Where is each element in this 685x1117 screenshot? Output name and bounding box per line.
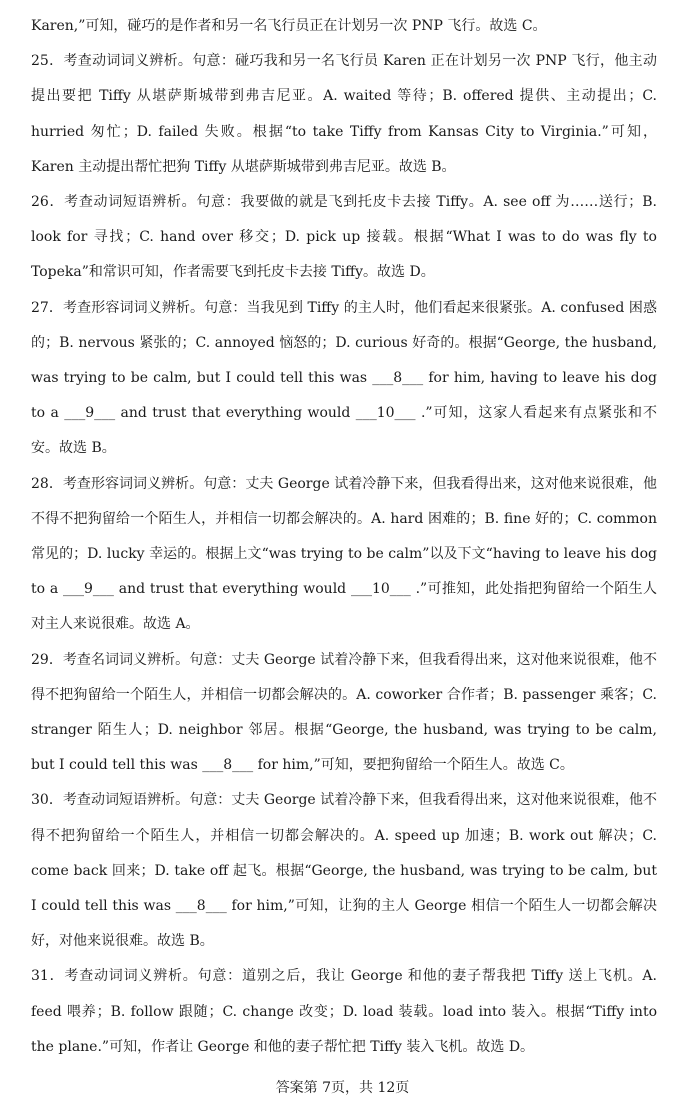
answer-page-content xyxy=(31,9,657,1065)
paragraph-q30: 30．考查动词短语辨析。句意：丈夫 George 试着冷静下来，但我看得出来，这对他来说很难，他不得不把狗留给一个陌生人，并相信一切都会解决的。A. speed up 加速；B. work out 解决；C. come back 回来；D. take off 起飞。根据“George, the husband, was trying to be calm, but I could tell this was ___8___ for him,”可知，让狗的主人 George 相信一个陌生人一切都会解决好，对他来说很难。故选 B。 xyxy=(31,792,657,950)
paragraph-q25: 25．考查动词词义辨析。句意：碰巧我和另一名飞行员 Karen 正在计划另一次 PNP 飞行，他主动提出要把 Tiffy 从堪萨斯城带到弗吉尼亚。A. waited 等待；B. offered 提供、主动提出；C. hurried 匆忙；D. failed 失败。根据“to take Tiffy from Kansas City to Virginia.”可知，Karen 主动提出帮忙把狗 Tiffy 从堪萨斯城带到弗吉尼亚。故选 B。 xyxy=(31,53,657,175)
page-footer: 答案第 7页，共 12页 xyxy=(275,1080,410,1096)
paragraph-q24-tail: Karen,”可知，碰巧的是作者和另一名飞行员正在计划另一次 PNP 飞行。故选 C。 xyxy=(31,18,547,34)
paragraph-q26: 26．考查动词短语辨析。句意：我要做的就是飞到托皮卡去接 Tiffy。A. see off 为……送行；B. look for 寻找；C. hand over 移交；D. pick up 接载。根据“What I was to do was fly to Topeka”和常识可知，作者需要飞到托皮卡去接 Tiffy。故选 D。 xyxy=(31,194,657,281)
paragraph-q29: 29．考查名词词义辨析。句意：丈夫 George 试着冷静下来，但我看得出来，这对他来说很难，他不得不把狗留给一个陌生人，并相信一切都会解决的。A. coworker 合作者；B. passenger 乘客；C. stranger 陌生人；D. neighbor 邻居。根据“George, the husband, was trying to be calm, but I could tell this was ___8___ for him,”可知，要把狗留给一个陌生人。故选 C。 xyxy=(31,651,657,774)
paragraph-q31: 31．考查动词词义辨析。句意：道别之后，我让 George 和他的妻子帮我把 Tiffy 送上飞机。A. feed 喂养；B. follow 跟随；C. change 改变；D. load 装载。load into 装入。根据“Tiffy into the plane.”可知，作者让 George 和他的妻子帮忙把 Tiffy 装入飞机。故选 D。 xyxy=(31,968,657,1055)
paragraph-q28: 28．考查形容词词义辨析。句意：丈夫 George 试着冷静下来，但我看得出来，这对他来说很难，他不得不把狗留给一个陌生人，并相信一切都会解决的。A. hard 困难的；B. fine 好的；C. common 常见的；D. lucky 幸运的。根据上文“was trying to be calm”以及下文“having to leave his dog to a ___9___ and trust that everything would ___10___ .”可推知，此处指把狗留给一个陌生人对主人来说很难。故选 A。 xyxy=(31,475,657,633)
paragraph-q27: 27．考查形容词词义辨析。句意：当我见到 Tiffy 的主人时，他们看起来很紧张。A. confused 困惑的；B. nervous 紧张的；C. annoyed 恼怒的；D. curious 好奇的。根据“George, the husband, was trying to be calm, but I could tell this was ___8___ for him, having to leave his dog to a ___9___ and trust that everything would ___10___ .”可知，这家人看起来有点紧张和不安。故选 B。 xyxy=(31,299,657,457)
